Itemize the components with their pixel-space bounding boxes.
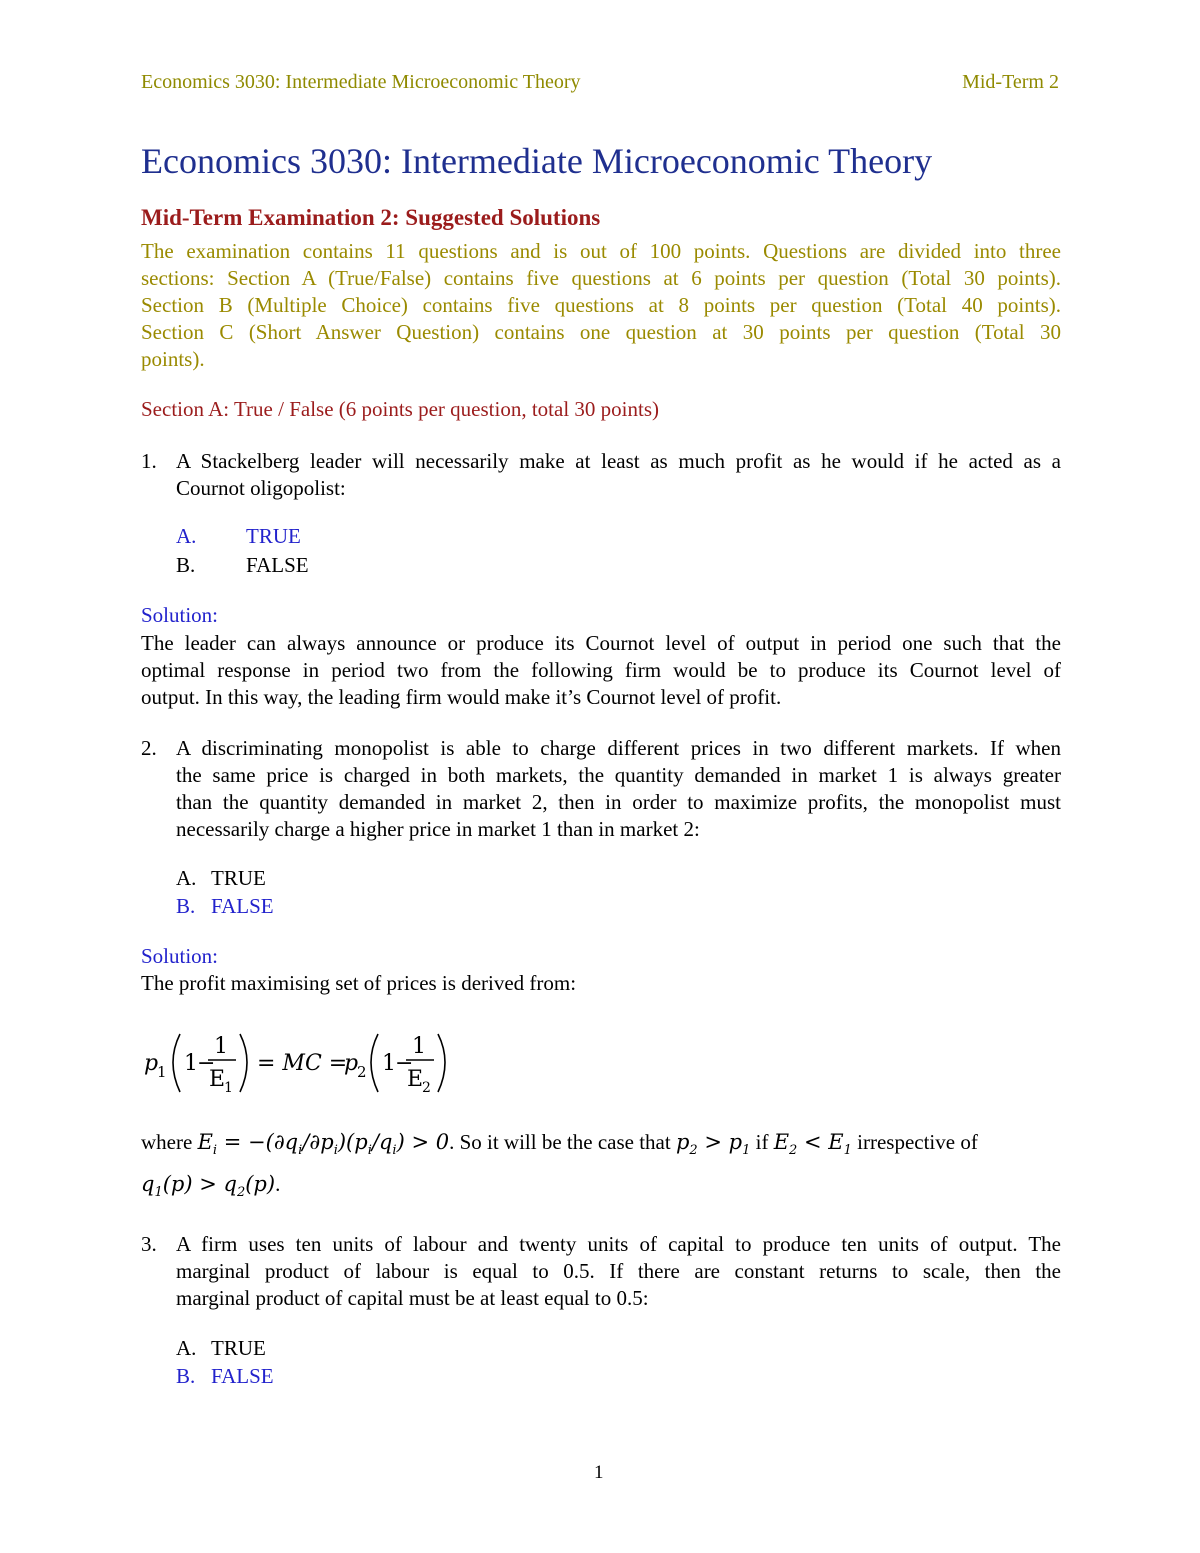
- intro-paragraph: [141, 238, 1061, 373]
- question-line: Cournot oligopolist:: [176, 476, 346, 500]
- intro-line: Section C (Short Answer Question) contains one question at 30 points per question (Total 30: [141, 320, 1061, 344]
- where-irrespective: irrespective of: [857, 1130, 978, 1154]
- svg-text:E: E: [209, 1067, 226, 1092]
- question-line: A discriminating monopolist is able to charge different prices in two different markets. If when: [176, 736, 1061, 760]
- question-number: 1.: [141, 449, 157, 473]
- svg-text:1: 1: [157, 1063, 167, 1081]
- q2-quantity-condition: [141, 1172, 280, 1200]
- q1-option-b-letter: B.: [176, 553, 196, 577]
- svg-text:1: 1: [224, 1080, 233, 1096]
- question-line: marginal product of labour is equal to 0.5. If there are constant returns to scale, then the: [176, 1259, 1061, 1283]
- q3-option-b-text: FALSE: [211, 1364, 274, 1388]
- intro-line: points).: [141, 347, 205, 371]
- q2-option-a-letter: A.: [176, 866, 197, 890]
- question-line: the same price is charged in both markets, the quantity demanded in market 1 is always greater: [176, 763, 1061, 787]
- svg-text:2: 2: [357, 1063, 367, 1081]
- pricing-equation: [140, 1022, 460, 1102]
- question-line: A Stackelberg leader will necessarily make at least as much profit as he would if he acted as a: [176, 449, 1061, 473]
- question-number: 2.: [141, 736, 157, 760]
- svg-text:p: p: [344, 1051, 359, 1076]
- question-number: 3.: [141, 1232, 157, 1256]
- q2-option-a-text: TRUE: [211, 866, 266, 890]
- question-line: necessarily charge a higher price in market 1 than in market 2:: [176, 817, 700, 841]
- price-comparison: $p_2 > p_1$: [675, 1130, 751, 1159]
- q1-solution-label: Solution:: [141, 603, 219, 627]
- question-text: [176, 1231, 1061, 1312]
- where-middle: . So it will be the case that: [449, 1130, 671, 1154]
- q1-option-a-letter: A.: [176, 524, 197, 548]
- quantity-comparison: $q_1(p) > q_2(p)$: [141, 1172, 276, 1201]
- q2-elasticity-line: [141, 1130, 978, 1158]
- intro-line: Section B (Multiple Choice) contains five questions at 8 points per question (Total 40 points).: [141, 293, 1061, 317]
- q1-solution-text: [141, 630, 1061, 711]
- question-line: A firm uses ten units of labour and twenty units of capital to produce ten units of output. The: [176, 1232, 1061, 1256]
- svg-text:1: 1: [184, 1051, 198, 1076]
- svg-text:2: 2: [422, 1080, 431, 1096]
- svg-text:1: 1: [214, 1034, 228, 1059]
- section-a-heading: Section A: True / False (6 points per question, total 30 points): [141, 397, 659, 421]
- elasticity-definition: $E_i = -(\partial q_i/\partial p_i)(p_i/q_i) > 0$: [197, 1130, 450, 1159]
- solution-line: output. In this way, the leading firm would make it’s Cournot level of profit.: [141, 685, 782, 709]
- q2-solution-label: Solution:: [141, 944, 219, 968]
- q3-option-a-letter: A.: [176, 1336, 197, 1360]
- question-text: [176, 448, 1061, 502]
- question-line: marginal product of capital must be at least equal to 0.5:: [176, 1286, 649, 1310]
- q3-option-a-text: TRUE: [211, 1336, 266, 1360]
- q3-option-b-letter: B.: [176, 1364, 196, 1388]
- svg-text:p: p: [144, 1051, 159, 1076]
- where-end: .: [275, 1172, 281, 1196]
- document-title: Economics 3030: Intermediate Microeconomic Theory: [141, 141, 933, 181]
- solution-line: The leader can always announce or produce its Cournot level of output in period one such that the: [141, 631, 1061, 655]
- document-subtitle: Mid-Term Examination 2: Suggested Solutions: [141, 205, 601, 230]
- intro-line: The examination contains 11 questions and is out of 100 points. Questions are divided into three: [141, 239, 1061, 263]
- running-header-left: Economics 3030: Intermediate Microeconomic Theory: [141, 71, 581, 93]
- q1-option-a-text: TRUE: [246, 524, 301, 548]
- intro-line: sections: Section A (True/False) contains five questions at 6 points per question (Total 30 points).: [141, 266, 1061, 290]
- svg-text:1: 1: [412, 1034, 426, 1059]
- q2-option-b-letter: B.: [176, 894, 196, 918]
- svg-text:−: −: [197, 1051, 216, 1076]
- running-header-right: Mid-Term 2: [962, 71, 1059, 93]
- q1-option-b-text: FALSE: [246, 553, 309, 577]
- where-if: if: [755, 1130, 769, 1154]
- elasticity-comparison: $E_2 < E_1$: [773, 1130, 852, 1159]
- q2-solution-line: The profit maximising set of prices is derived from:: [141, 971, 577, 995]
- svg-text:= MC =: = MC =: [257, 1051, 348, 1076]
- svg-text:1: 1: [382, 1051, 396, 1076]
- q2-option-b-text: FALSE: [211, 894, 274, 918]
- where-prefix: where: [141, 1130, 193, 1154]
- question-line: than the quantity demanded in market 2, then in order to maximize profits, the monopolist must: [176, 790, 1061, 814]
- question-text: [176, 735, 1061, 843]
- solution-line: optimal response in period two from the following firm would be to produce its Cournot level of: [141, 658, 1061, 682]
- svg-text:−: −: [395, 1051, 414, 1076]
- svg-text:E: E: [407, 1067, 424, 1092]
- page-number: 1: [594, 1462, 604, 1483]
